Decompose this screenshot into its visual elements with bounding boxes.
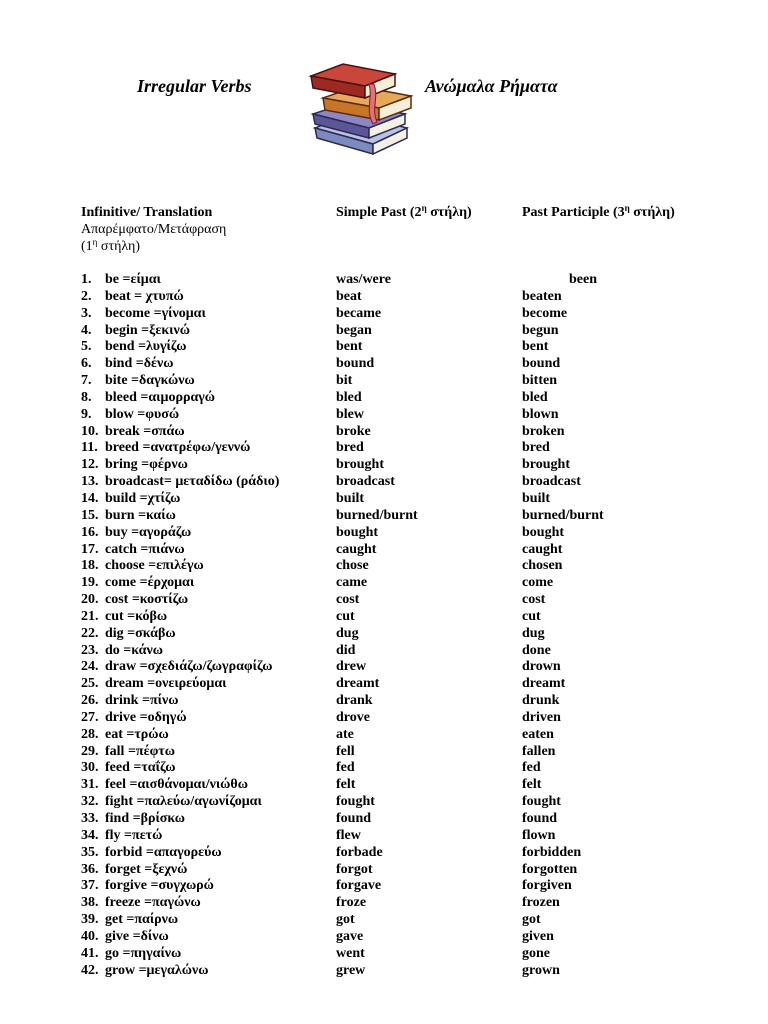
verb-past-participle: given	[522, 928, 554, 944]
verb-simple-past: forgot	[336, 861, 373, 877]
verb-infinitive: bind =δένω	[105, 356, 174, 372]
verb-past-participle: got	[522, 912, 541, 928]
verb-number: 42.	[81, 962, 99, 978]
verb-infinitive: catch =πιάνω	[105, 541, 185, 557]
verb-simple-past: fell	[336, 743, 355, 759]
verb-past-participle: bled	[522, 389, 548, 405]
verb-simple-past: drew	[336, 659, 367, 675]
verb-number: 15.	[81, 507, 99, 523]
verb-past-participle: flown	[522, 827, 556, 843]
verb-past-participle: burned/burnt	[522, 507, 604, 523]
verb-past-participle: broken	[522, 423, 565, 439]
table-row	[0, 794, 768, 811]
verb-infinitive: freeze =παγώνω	[105, 895, 201, 911]
verb-past-participle: bred	[522, 440, 550, 456]
verb-number: 39.	[81, 912, 99, 928]
verb-infinitive: drink =πίνω	[105, 693, 179, 709]
table-row	[0, 339, 768, 356]
verb-simple-past: bent	[336, 339, 363, 355]
table-row	[0, 272, 768, 289]
verb-past-participle: fought	[522, 794, 561, 810]
verb-simple-past: ate	[336, 726, 354, 742]
verb-simple-past: drove	[336, 709, 370, 725]
table-row	[0, 895, 768, 912]
verb-infinitive: drive =οδηγώ	[105, 709, 187, 725]
verb-number: 31.	[81, 777, 99, 793]
verb-simple-past: fought	[336, 794, 375, 810]
verb-past-participle: cut	[522, 608, 541, 624]
verb-list	[0, 272, 768, 979]
verb-simple-past: came	[336, 575, 368, 591]
table-row	[0, 491, 768, 508]
header-column-number: ($1^\eta$ στήλη)	[81, 237, 141, 254]
verb-simple-past: broadcast	[336, 474, 395, 490]
verb-simple-past: blew	[336, 406, 364, 422]
verb-number: 24.	[81, 659, 99, 675]
verb-number: 29.	[81, 743, 99, 759]
verb-simple-past: gave	[336, 928, 364, 944]
verb-infinitive: blow =φυσώ	[105, 406, 180, 422]
header-past-participle: Past Participle ($3^\eta$ στήλη)	[522, 203, 675, 220]
table-row	[0, 407, 768, 424]
verb-infinitive: bring =φέρνω	[105, 457, 188, 473]
verb-simple-past: drank	[336, 693, 373, 709]
table-row	[0, 508, 768, 525]
verb-infinitive: breed =ανατρέφω/γεννώ	[105, 440, 251, 456]
verb-number: 10.	[81, 423, 99, 439]
page-title-greek: Ανώμαλα Ρήματα	[425, 76, 558, 96]
verb-number: 33.	[81, 811, 99, 826]
verb-infinitive: dig =σκάβω	[105, 625, 176, 641]
verb-infinitive: cut =κόβω	[105, 608, 168, 624]
verb-number: 21.	[81, 608, 99, 624]
verb-number: 4.	[81, 322, 92, 338]
verb-past-participle: cost	[522, 592, 546, 608]
verb-past-participle: brought	[522, 457, 570, 473]
verb-number: 40.	[81, 928, 99, 944]
table-row	[0, 710, 768, 727]
verb-number: 7.	[81, 373, 92, 389]
verb-number: 27.	[81, 709, 99, 725]
verb-number: 1.	[81, 272, 92, 287]
verb-simple-past: went	[336, 945, 365, 961]
verb-past-participle: fallen	[522, 743, 556, 759]
verb-number: 25.	[81, 676, 99, 692]
verb-past-participle: dreamt	[522, 676, 566, 692]
table-row	[0, 457, 768, 474]
verb-past-participle: chosen	[522, 558, 563, 574]
table-row	[0, 845, 768, 862]
verb-simple-past: began	[336, 322, 372, 338]
verb-simple-past: was/were	[336, 272, 391, 287]
verb-infinitive: buy =αγοράζω	[105, 524, 192, 540]
verb-infinitive: come =έρχομαι	[105, 575, 195, 591]
verb-infinitive: find =βρίσκω	[105, 811, 186, 826]
table-row	[0, 289, 768, 306]
verb-simple-past: forgave	[336, 878, 382, 894]
verb-past-participle: broadcast	[522, 474, 581, 490]
verb-simple-past: chose	[336, 558, 369, 574]
verb-simple-past: dug	[336, 625, 359, 641]
verb-infinitive: get =παίρνω	[105, 912, 179, 928]
verb-infinitive: forgive =συγχωρώ	[105, 878, 214, 894]
verb-simple-past: beat	[336, 288, 362, 304]
verb-simple-past: burned/burnt	[336, 507, 418, 523]
verb-infinitive: do =κάνω	[105, 642, 163, 658]
verb-past-participle: grown	[522, 962, 560, 978]
verb-number: 32.	[81, 794, 99, 810]
verb-infinitive: give =δίνω	[105, 928, 169, 944]
verb-past-participle: been	[569, 272, 597, 287]
verb-infinitive: grow =μεγαλώνω	[105, 962, 209, 978]
verb-number: 38.	[81, 895, 99, 911]
verb-number: 5.	[81, 339, 92, 355]
verb-past-participle: drown	[522, 659, 561, 675]
verb-simple-past: did	[336, 642, 356, 658]
verb-past-participle: bought	[522, 524, 565, 540]
verb-number: 16.	[81, 524, 99, 540]
verb-number: 22.	[81, 625, 99, 641]
verb-simple-past: cut	[336, 608, 355, 624]
table-row	[0, 727, 768, 744]
table-row	[0, 744, 768, 761]
verb-past-participle: bitten	[522, 373, 557, 389]
verb-past-participle: blown	[522, 406, 559, 422]
verb-past-participle: driven	[522, 709, 561, 725]
table-row	[0, 356, 768, 373]
verb-simple-past: bred	[336, 440, 364, 456]
verb-past-participle: dug	[522, 625, 545, 641]
table-row	[0, 323, 768, 340]
table-row	[0, 474, 768, 491]
verb-number: 18.	[81, 558, 99, 574]
verb-past-participle: bound	[522, 356, 561, 372]
verb-infinitive: be =είμαι	[105, 272, 161, 287]
table-row	[0, 440, 768, 457]
table-row	[0, 862, 768, 879]
verb-simple-past: grew	[336, 962, 366, 978]
verb-infinitive: forbid =απαγορεύω	[105, 844, 222, 860]
verb-past-participle: felt	[522, 777, 542, 793]
table-row	[0, 912, 768, 929]
page-title-english: Irregular Verbs	[137, 76, 252, 96]
table-row	[0, 946, 768, 963]
verb-number: 12.	[81, 457, 99, 473]
verb-past-participle: come	[522, 575, 554, 591]
header-simple-past: Simple Past ($2^\eta$ στήλη)	[336, 203, 472, 220]
verb-number: 2.	[81, 288, 92, 304]
table-row	[0, 575, 768, 592]
verb-infinitive: choose =επιλέγω	[105, 558, 204, 574]
verb-simple-past: became	[336, 305, 382, 321]
table-row	[0, 525, 768, 542]
verb-infinitive: become =γίνομαι	[105, 305, 206, 321]
table-row	[0, 626, 768, 643]
table-row	[0, 542, 768, 559]
verb-simple-past: cost	[336, 592, 360, 608]
table-row	[0, 609, 768, 626]
verb-past-participle: caught	[522, 541, 563, 557]
verb-number: 34.	[81, 827, 99, 843]
verb-past-participle: forbidden	[522, 844, 582, 860]
verb-number: 11.	[81, 440, 98, 456]
verb-past-participle: become	[522, 305, 568, 321]
table-row	[0, 811, 768, 828]
verb-number: 35.	[81, 844, 99, 860]
verb-simple-past: flew	[336, 827, 361, 843]
verb-infinitive: forget =ξεχνώ	[105, 861, 188, 877]
verb-past-participle: fed	[522, 760, 541, 776]
table-row	[0, 306, 768, 323]
verb-past-participle: built	[522, 490, 551, 506]
table-row	[0, 693, 768, 710]
verb-infinitive: burn =καίω	[105, 507, 176, 523]
table-row	[0, 643, 768, 660]
verb-infinitive: fly =πετώ	[105, 827, 163, 843]
verb-number: 37.	[81, 878, 99, 894]
verb-past-participle: bent	[522, 339, 549, 355]
table-row	[0, 777, 768, 794]
verb-simple-past: got	[336, 912, 355, 928]
verb-number: 30.	[81, 760, 99, 776]
verb-past-participle: gone	[522, 945, 550, 961]
verb-infinitive: dream =ονειρεύομαι	[105, 676, 227, 692]
table-row	[0, 424, 768, 441]
verb-simple-past: dreamt	[336, 676, 380, 692]
table-row	[0, 929, 768, 946]
table-row	[0, 878, 768, 895]
verb-simple-past: built	[336, 490, 365, 506]
verb-past-participle: forgiven	[522, 878, 572, 894]
table-row	[0, 760, 768, 777]
verb-number: 9.	[81, 406, 92, 422]
verb-past-participle: found	[522, 811, 558, 826]
table-row	[0, 659, 768, 676]
verb-past-participle: frozen	[522, 895, 560, 911]
verb-number: 20.	[81, 592, 99, 608]
verb-infinitive: beat = χτυπώ	[105, 288, 184, 304]
verb-infinitive: cost =κοστίζω	[105, 592, 189, 608]
verb-number: 36.	[81, 861, 99, 877]
header-infinitive-label: Infinitive/ Translation	[81, 205, 213, 220]
verb-past-participle: beaten	[522, 288, 562, 304]
verb-past-participle: drunk	[522, 693, 560, 709]
table-row	[0, 676, 768, 693]
verb-simple-past: bought	[336, 524, 379, 540]
verb-simple-past: brought	[336, 457, 384, 473]
verb-simple-past: caught	[336, 541, 377, 557]
verb-number: 28.	[81, 726, 99, 742]
verb-infinitive: build =χτίζω	[105, 490, 181, 506]
verb-infinitive: fight =παλεύω/αγωνίζομαι	[105, 794, 262, 810]
verb-past-participle: done	[522, 642, 551, 658]
verb-simple-past: bled	[336, 389, 362, 405]
verb-number: 19.	[81, 575, 99, 591]
verb-number: 14.	[81, 490, 99, 506]
verb-number: 6.	[81, 356, 92, 372]
verb-simple-past: forbade	[336, 844, 383, 860]
verb-infinitive: go =πηγαίνω	[105, 945, 182, 961]
verb-infinitive: bend =λυγίζω	[105, 339, 187, 355]
verb-number: 26.	[81, 693, 99, 709]
verb-simple-past: bound	[336, 356, 375, 372]
verb-infinitive: eat =τρώω	[105, 726, 169, 742]
verb-infinitive: fall =πέφτω	[105, 743, 175, 759]
table-row	[0, 828, 768, 845]
verb-infinitive: break =σπάω	[105, 423, 185, 439]
header-infinitive-greek: Απαρέμφατο/Μετάφραση	[81, 222, 227, 237]
verb-number: 13.	[81, 474, 99, 490]
verb-simple-past: bit	[336, 373, 353, 389]
verb-number: 8.	[81, 389, 92, 405]
verb-past-participle: forgotten	[522, 861, 578, 877]
table-row	[0, 592, 768, 609]
verb-infinitive: bleed =αιμορραγώ	[105, 389, 216, 405]
verb-simple-past: felt	[336, 777, 356, 793]
verb-number: 3.	[81, 305, 92, 321]
table-row	[0, 373, 768, 390]
verb-infinitive: draw =σχεδιάζω/ζωγραφίζω	[105, 659, 273, 675]
verb-simple-past: found	[336, 811, 372, 826]
verb-infinitive: feed =ταΐζω	[105, 760, 176, 776]
header-infinitive	[81, 204, 226, 255]
verb-past-participle: begun	[522, 322, 559, 338]
verb-infinitive: feel =αισθάνομαι/νιώθω	[105, 777, 248, 793]
verb-past-participle: eaten	[522, 726, 554, 742]
table-row	[0, 558, 768, 575]
verb-number: 17.	[81, 541, 99, 557]
verb-number: 23.	[81, 642, 99, 658]
books-stack-icon	[303, 58, 418, 160]
verb-simple-past: froze	[336, 895, 367, 911]
table-row	[0, 390, 768, 407]
verb-infinitive: bite =δαγκώνω	[105, 373, 195, 389]
verb-number: 41.	[81, 945, 99, 961]
verb-simple-past: broke	[336, 423, 371, 439]
table-row	[0, 963, 768, 980]
verb-simple-past: fed	[336, 760, 355, 776]
verb-infinitive: begin =ξεκινώ	[105, 322, 190, 338]
verb-infinitive: broadcast= μεταδίδω (ράδιο)	[105, 474, 280, 490]
